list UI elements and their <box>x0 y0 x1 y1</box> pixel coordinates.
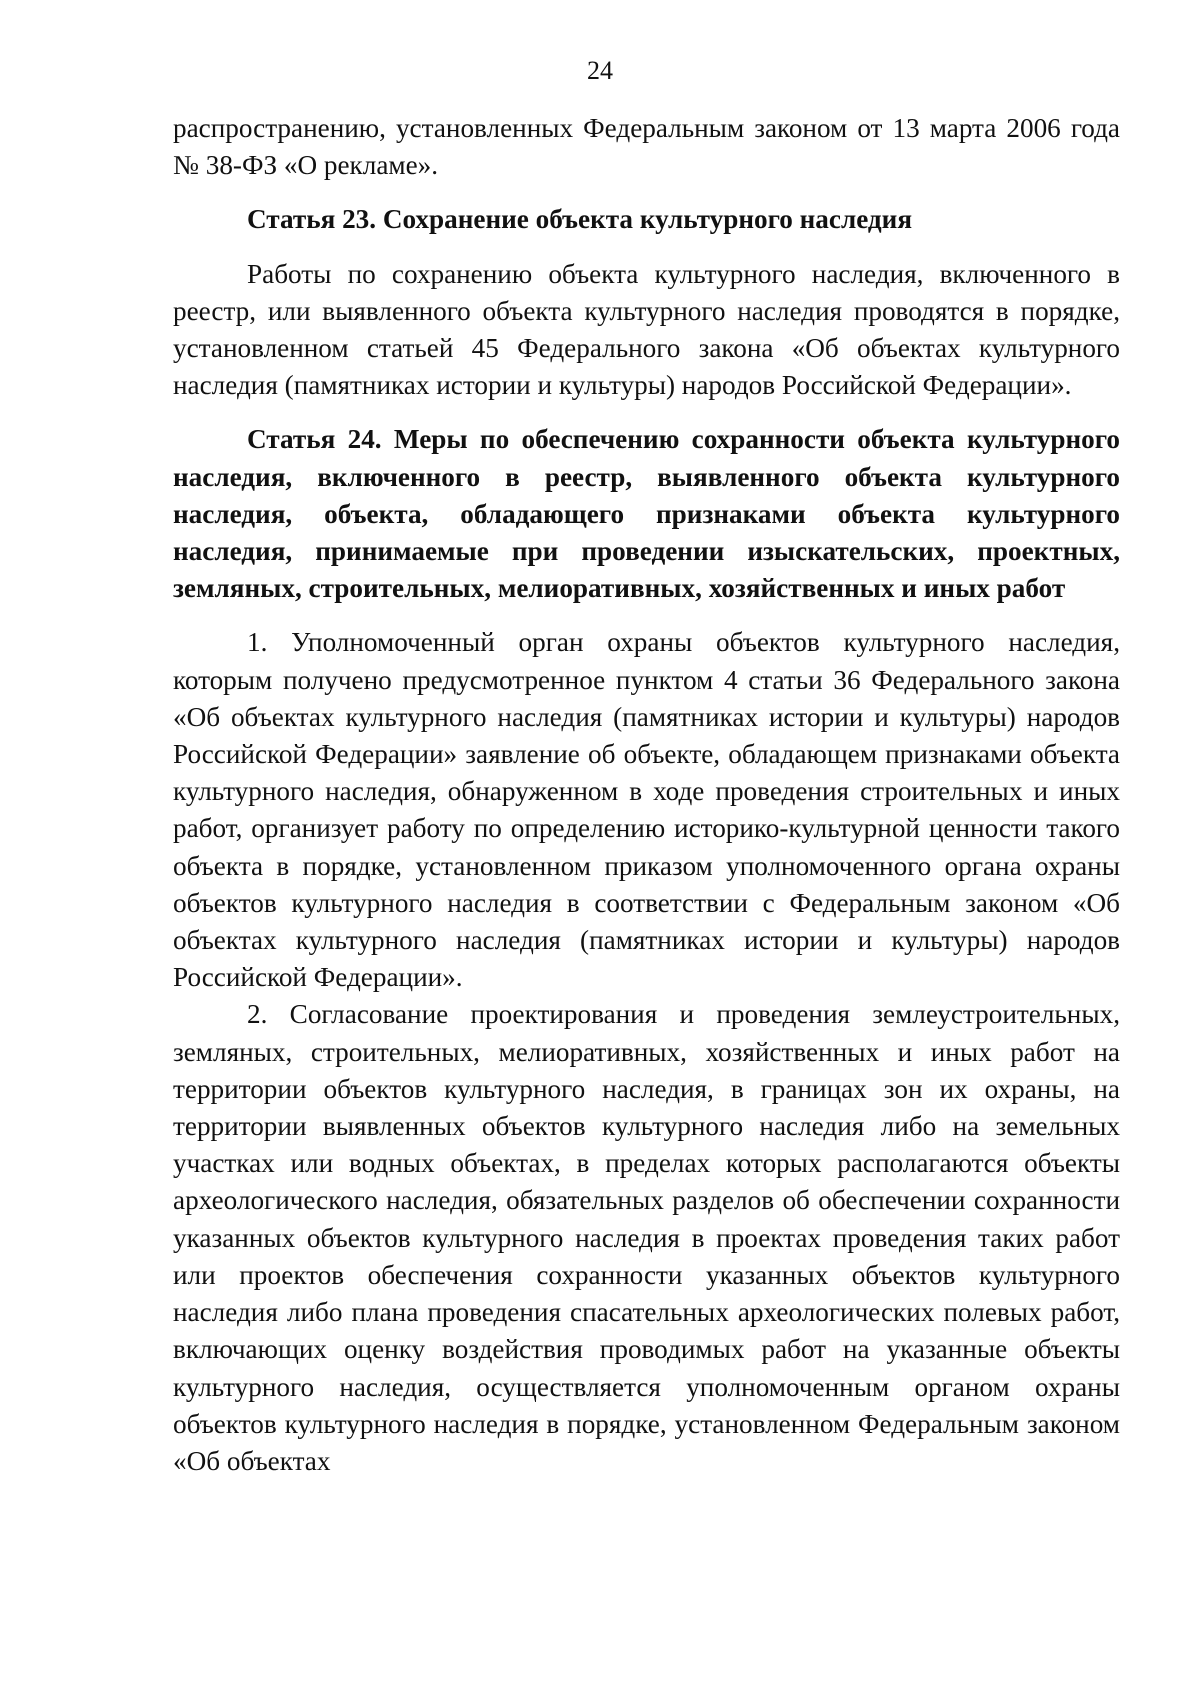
page-number: 24 <box>587 56 613 85</box>
paragraph-continuation: распространению, установленных Федеральным законом от 13 марта 2006 года № 38-ФЗ «О рекламе». <box>173 113 1120 181</box>
article-24-heading: Статья 24. Меры по обеспечению сохранности объекта культурного наследия, включенного в реестр, выявленного объекта культурного наследия, объекта, обладающего признаками объекта культурного наследия, принимаемые при проведении изыскательских, проектных, земляных, строительных, мелиоративных, хозяйственных и иных работ <box>173 424 1120 604</box>
article-24-item-2: 2. Согласование проектирования и проведения землеустроительных, земляных, строительных, мелиоративных, хозяйственных и иных работ на территории объектов культурного наследия, в границах зон их охраны, на территории выявленных объектов культурного наследия либо на земельных участках или водных объектах, в пределах которых располагаются объекты археологического наследия, обязательных разделов об обеспечении сохранности указанных объектов культурного наследия в проектах проведения таких работ или проектов обеспечения сохранности указанных объектов культурного наследия либо плана проведения спасательных археологических полевых работ, включающих оценку воздействия проводимых работ на указанные объекты культурного наследия, осуществляется уполномоченным органом охраны объектов культурного наследия в порядке, установленном Федеральным законом «Об объектах <box>173 999 1120 1476</box>
document-body <box>173 110 1120 1480</box>
article-24-item-1: 1. Уполномоченный орган охраны объектов культурного наследия, которым получено предусмотренное пунктом 4 статьи 36 Федерального закона «Об объектах культурного наследия (памятниках истории и культуры) народов Российской Федерации» заявление об объекте, обладающем признаками объекта культурного наследия, обнаруженном в ходе проведения строительных и иных работ, организует работу по определению историко-культурной ценности такого объекта в порядке, установленном приказом уполномоченного органа охраны объектов культурного наследия в соответствии с Федеральным законом «Об объектах культурного наследия (памятниках истории и культуры) народов Российской Федерации». <box>173 627 1120 993</box>
article-23-heading: Статья 23. Сохранение объекта культурного наследия <box>247 204 913 235</box>
article-23-paragraph: Работы по сохранению объекта культурного наследия, включенного в реестр, или выявленного объекта культурного наследия проводятся в порядке, установленном статьей 45 Федерального закона «Об объектах культурного наследия (памятниках истории и культуры) народов Российской Федерации». <box>173 258 1120 401</box>
